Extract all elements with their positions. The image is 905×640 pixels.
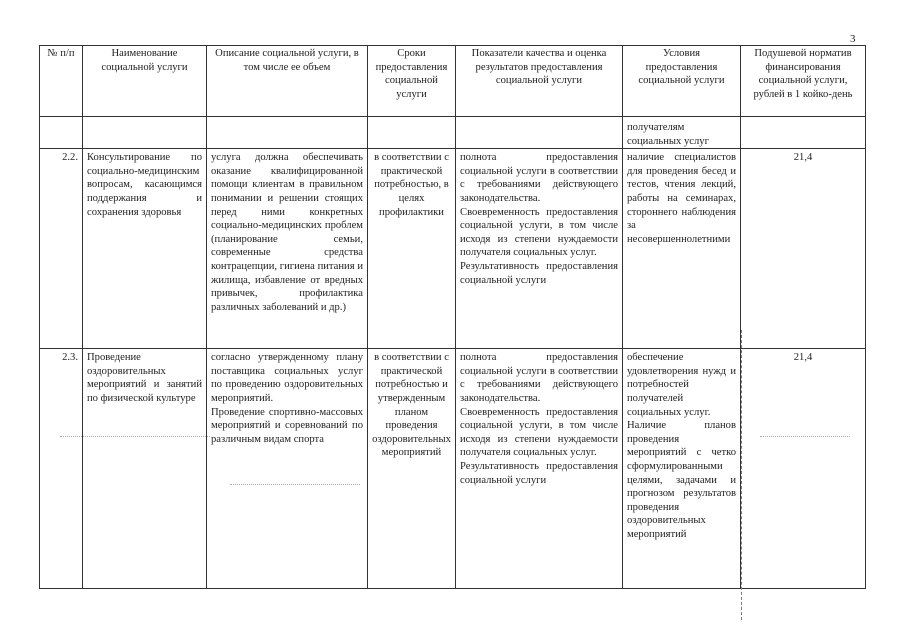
service-terms: в соответствии с практической потребностью, в целях профилактики bbox=[368, 149, 456, 349]
service-name: Проведение оздоровительных мероприятий и занятий по физической культуре bbox=[83, 349, 207, 589]
service-terms: в соответствии с практической потребностью и утвержденным планом проведения оздоровительных мероприятий bbox=[368, 349, 456, 589]
service-quality: полнота предоставления социальной услуги в соответствии с требованиями действующего законодательства. Своевременность предоставления социальной услуги, в том числе исходя из степени нуждаемости получателя социальных услуг. Результативность предоставления социальной услуги bbox=[456, 349, 623, 589]
continuation-conditions: получателям социальных услуг bbox=[627, 122, 709, 147]
service-description: согласно утвержденному плану поставщика социальных услуг по проведению оздоровительных мероприятий. Проведение спортивно-массовых мероприятий и соревнований по различным видам спорта bbox=[207, 349, 368, 589]
scan-artifact-line bbox=[230, 484, 360, 485]
service-name: Консультирование по социально-медицинским вопросам, касающимся поддержания и сохранения здоровья bbox=[83, 149, 207, 349]
row-number: 2.3. bbox=[40, 349, 83, 589]
row-number: 2.2. bbox=[40, 149, 83, 349]
header-service-name: Наименование социальной услуги bbox=[83, 46, 207, 117]
service-conditions: обеспечение удовлетворения нужд и потребностей получателей социальных услуг. Наличие планов проведения мероприятий с четко сформулированными целями, задачами и прогнозом результатов проведения оздоровительных мероприятий bbox=[623, 349, 741, 589]
service-quality: полнота предоставления социальной услуги в соответствии с требованиями действующего законодательства. Своевременность предоставления социальной услуги, в том числе исходя из степени нуждаемости получателя социальных услуг. Результативность предоставления социальной услуги bbox=[456, 149, 623, 349]
table-row bbox=[40, 149, 866, 349]
page-number: 3 bbox=[850, 33, 856, 45]
header-terms: Сроки предоставления социальной услуги bbox=[368, 46, 456, 117]
header-num: № п/п bbox=[40, 46, 83, 117]
service-norm: 21,4 bbox=[741, 349, 866, 589]
scan-artifact-line bbox=[760, 436, 850, 437]
service-description: услуга должна обеспечивать оказание квалифицированной помощи клиентам в правильном понимании и решении стоящих перед ними конкретных социально-медицинских проблем (планирование семьи, современные средства контрацепции, гигиена питания и жилища, избавление от вредных привычек, профилактика различных заболеваний и др.) bbox=[207, 149, 368, 349]
table-header-row bbox=[40, 46, 866, 117]
header-conditions: Условия предоставления социальной услуги bbox=[623, 46, 741, 117]
service-conditions: наличие специалистов для проведения бесед и тестов, чтения лекций, работы на семинарах, стороннего наблюдения за несовершеннолетними bbox=[623, 149, 741, 349]
header-norm: Подушевой норматив финансирования социальной услуги, рублей в 1 койко-день bbox=[741, 46, 866, 117]
scan-artifact-line bbox=[60, 436, 210, 437]
header-description: Описание социальной услуги, в том числе ее объем bbox=[207, 46, 368, 117]
scan-artifact-vertical bbox=[741, 330, 742, 620]
continuation-row bbox=[40, 117, 866, 149]
service-norm: 21,4 bbox=[741, 149, 866, 349]
header-quality: Показатели качества и оценка результатов предоставления социальной услуги bbox=[456, 46, 623, 117]
